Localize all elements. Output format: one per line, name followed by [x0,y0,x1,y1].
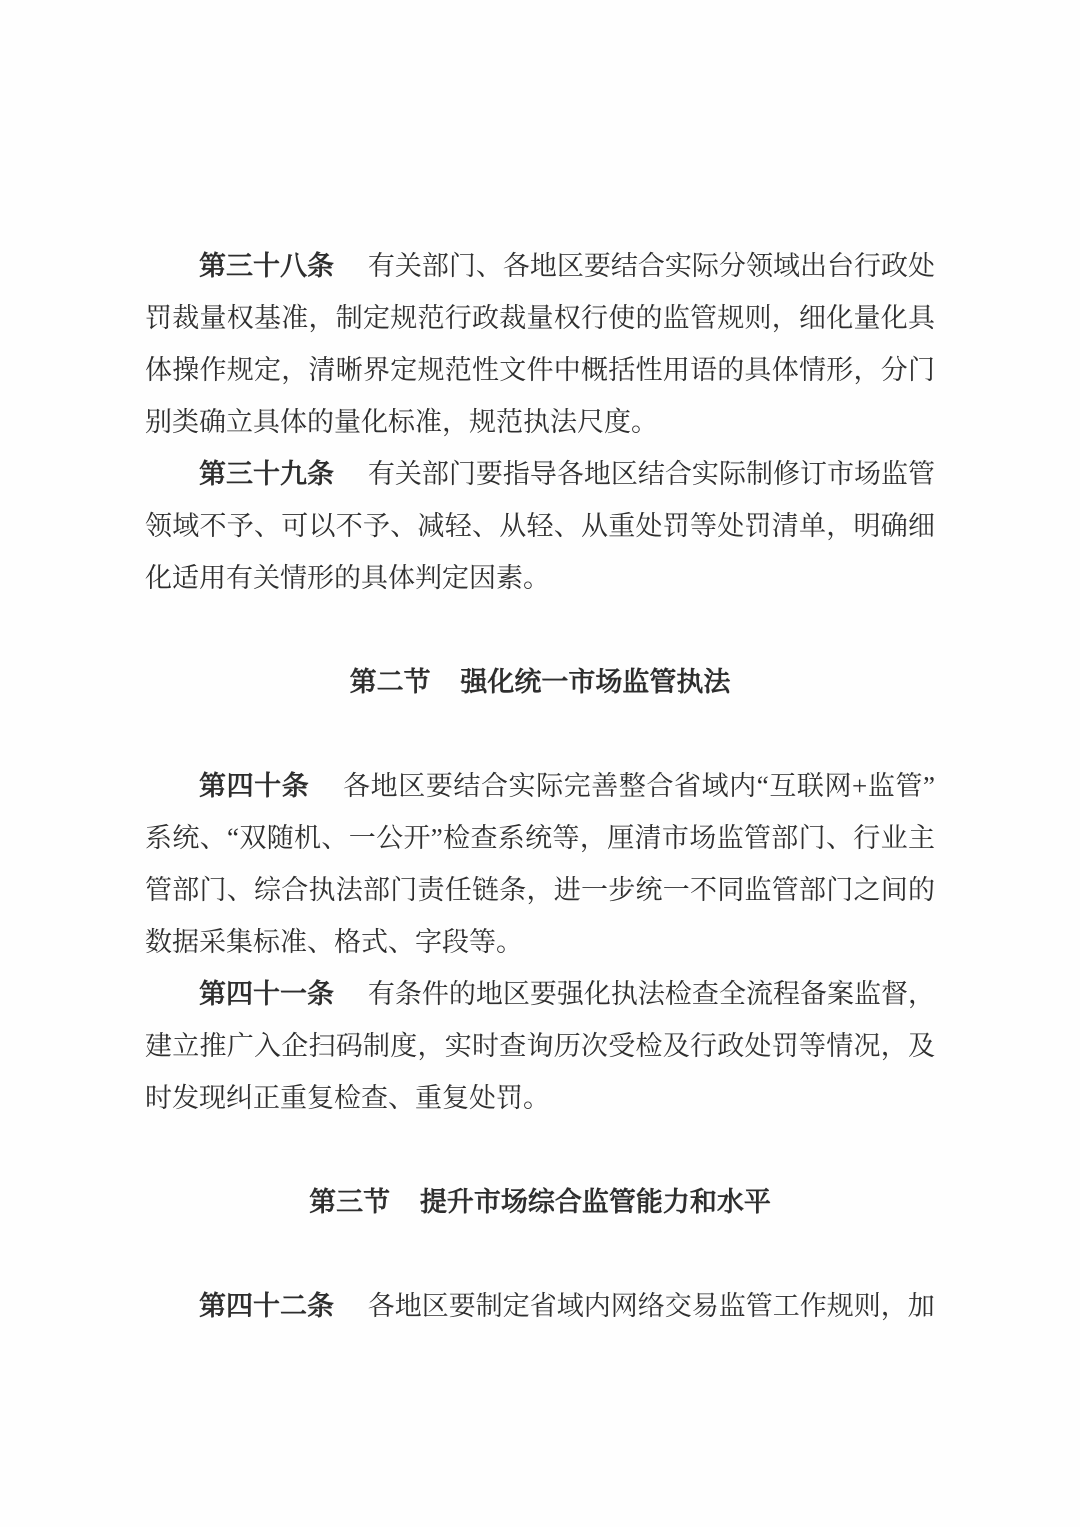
article-41 [145,968,935,1124]
article-38 [145,240,935,448]
article-40-number: 第四十条 [199,771,310,801]
document-content [145,0,935,1332]
article-41-text: 有条件的地区要强化执法检查全流程备案监督，建立推广入企扫码制度，实时查询历次受检及行政处罚等情况，及时发现纠正重复检查、重复处罚。 [145,979,936,1113]
section-2-heading [145,656,935,708]
section-2-number: 第二节 [349,667,431,697]
article-42-text: 各地区要制定省域内网络交易监管工作规则，加 [367,1291,935,1321]
article-42-number: 第四十二条 [199,1291,334,1321]
article-39-text: 有关部门要指导各地区结合实际制修订市场监管领域不予、可以不予、减轻、从轻、从重处罚等处罚清单，明确细化适用有关情形的具体判定因素。 [145,459,936,593]
article-38-text: 有关部门、各地区要结合实际分领域出台行政处罚裁量权基准，制定规范行政裁量权行使的监管规则，细化量化具体操作规定，清晰界定规范性文件中概括性用语的具体情形，分门别类确立具体的量化标准，规范执法尺度。 [145,251,936,437]
section-3-title: 提升市场综合监管能力和水平 [419,1187,771,1217]
article-41-number: 第四十一条 [199,979,335,1009]
article-40-text: 各地区要结合实际完善整合省域内“互联网+监管”系统、“双随机、一公开”检查系统等，厘清市场监管部门、行业主管部门、综合执法部门责任链条，进一步统一不同监管部门之间的数据采集标准、格式、字段等。 [145,771,936,957]
section-2-title: 强化统一市场监管执法 [460,667,731,697]
article-40 [145,760,935,968]
article-38-number: 第三十八条 [199,251,335,281]
article-42 [145,1280,935,1332]
article-39 [145,448,935,604]
section-3-heading [145,1176,935,1228]
section-3-number: 第三节 [309,1187,391,1217]
article-39-number: 第三十九条 [199,459,335,489]
